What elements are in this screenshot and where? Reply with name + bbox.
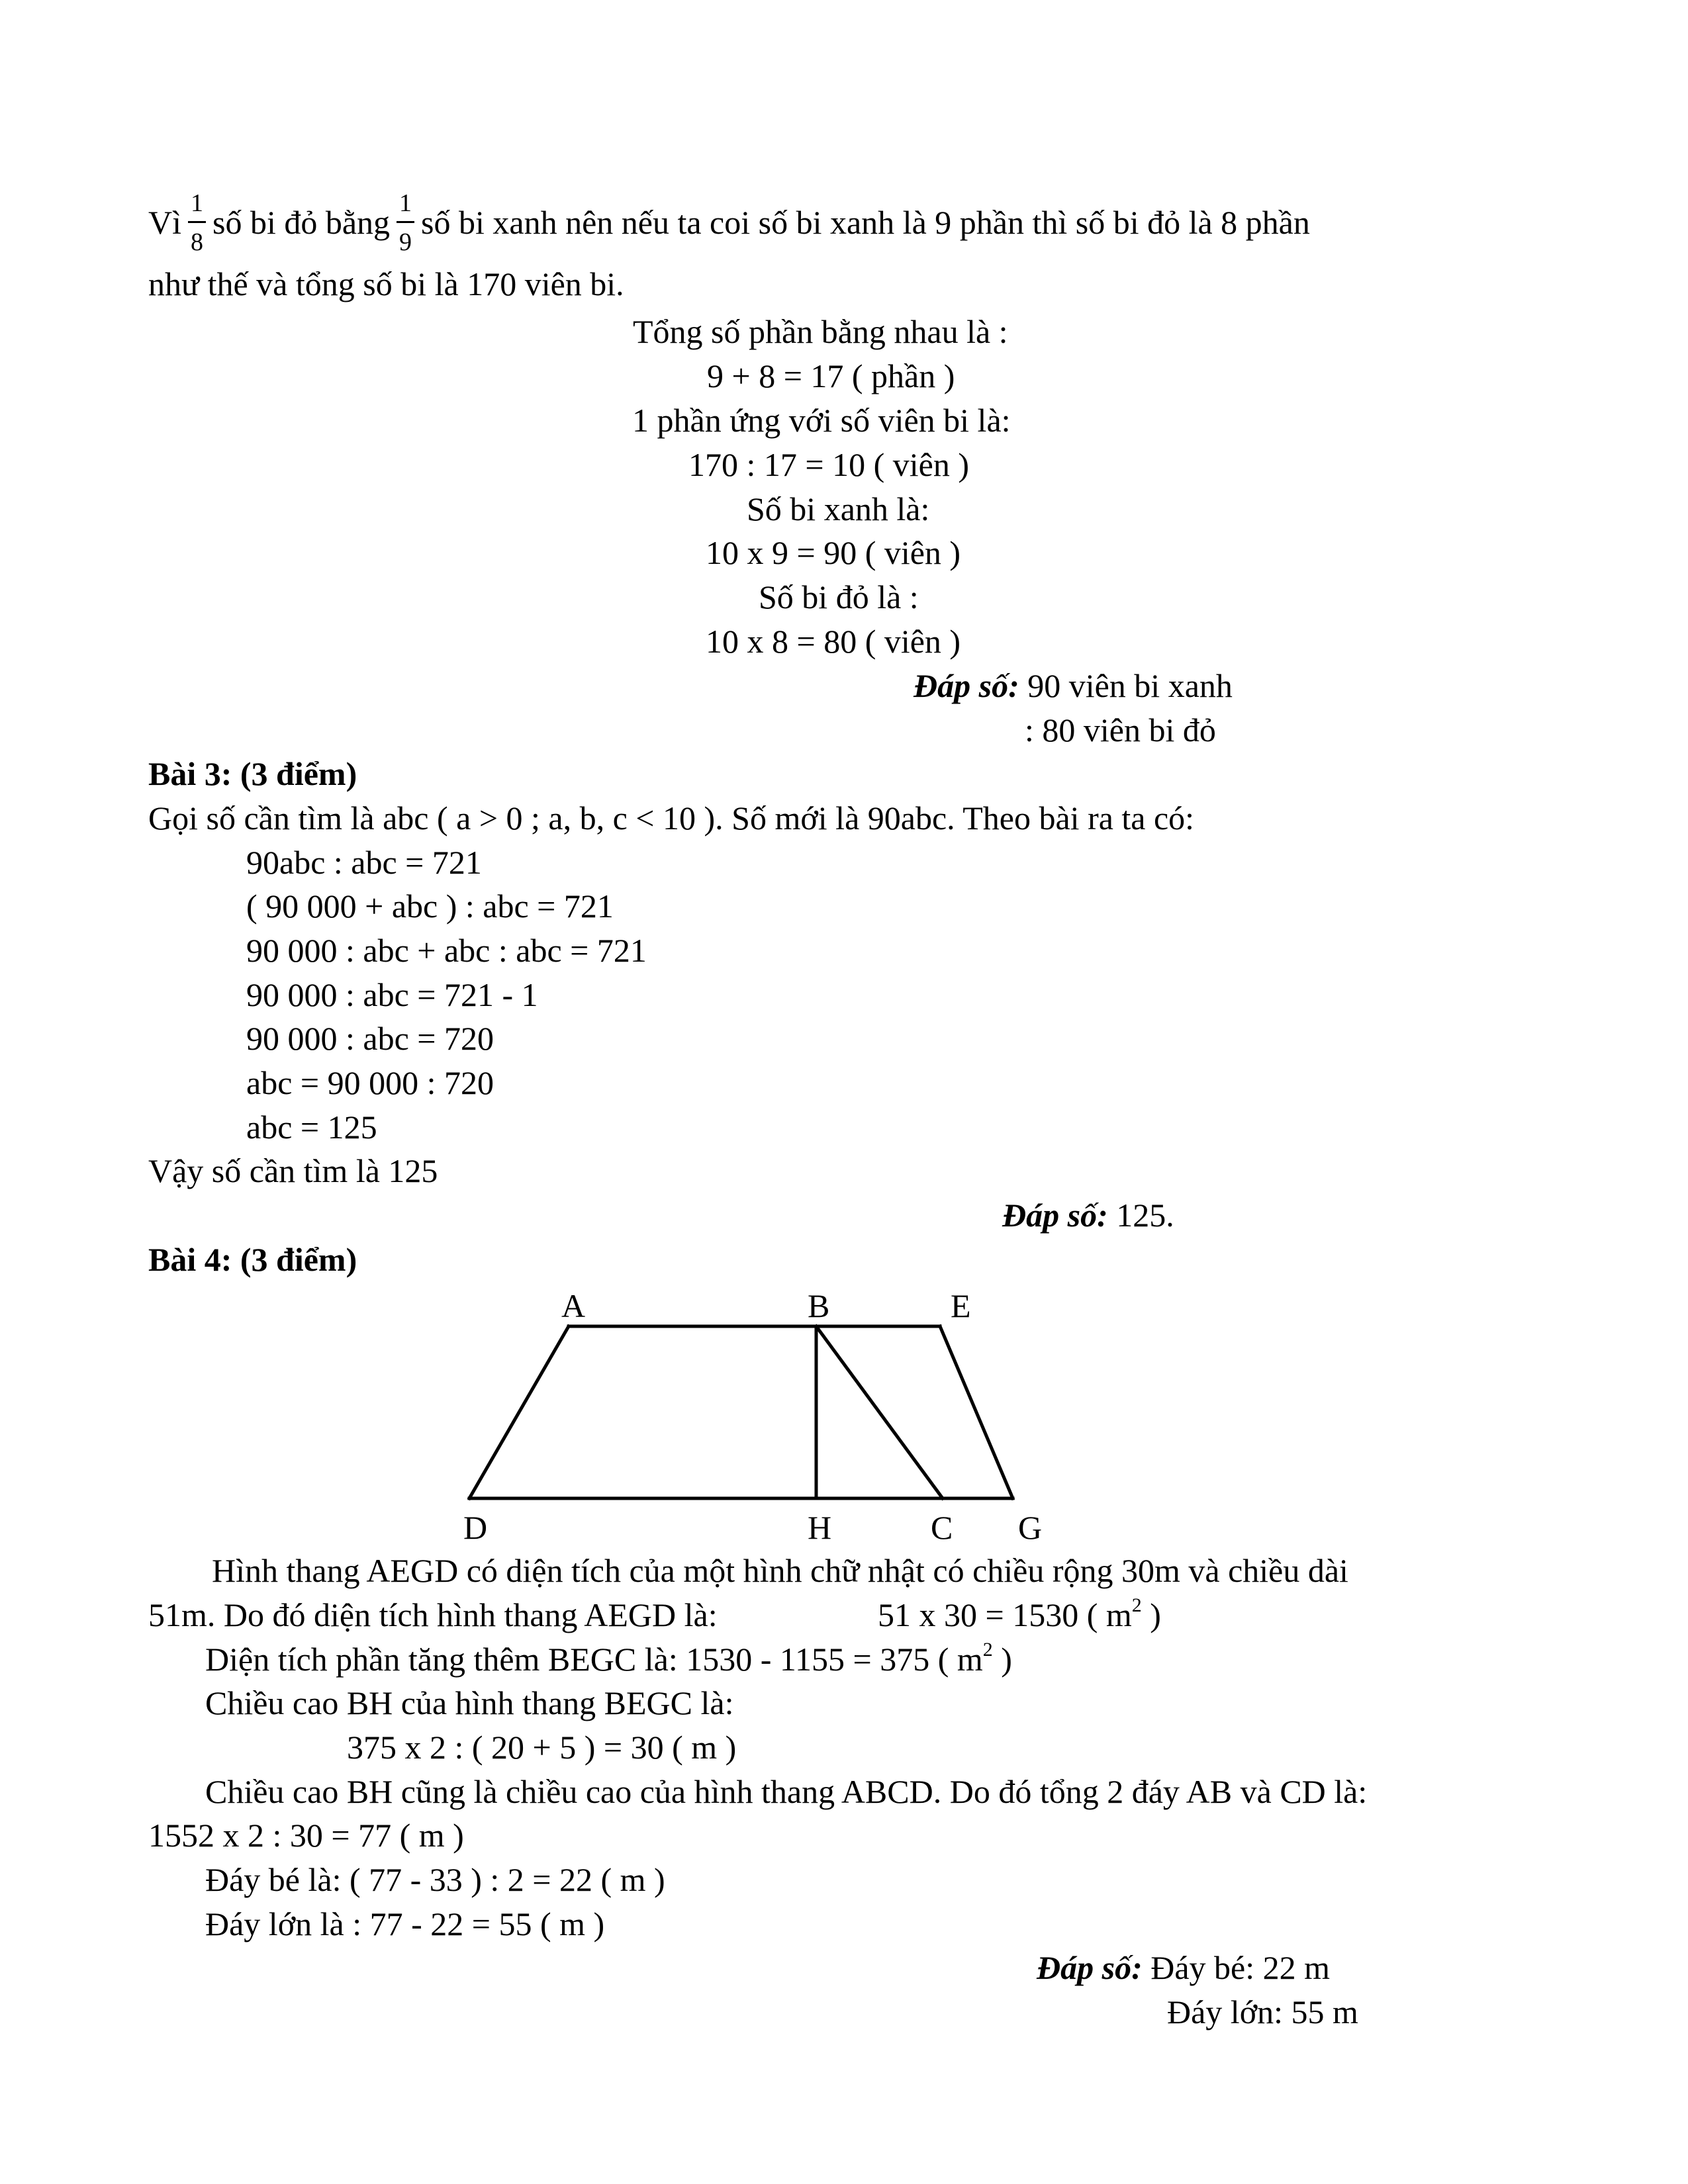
fraction-one-ninth <box>397 191 414 256</box>
answer-value: 90 viên bi xanh <box>1019 667 1233 704</box>
segment-BC <box>816 1326 943 1498</box>
label-D: D <box>463 1509 488 1546</box>
bai4-answer-2: Đáy lớn: 55 m <box>1167 1993 1358 2030</box>
bai2-step-8: 10 x 8 = 80 ( viên ) <box>706 623 961 660</box>
intro-text-c: số bi xanh nên nếu ta coi số bi xanh là 9 phần thì số bi đỏ là 8 phần <box>421 203 1310 241</box>
bai4-p1-formula <box>878 1594 1161 1633</box>
answer-label: Đáp số: <box>1037 1949 1143 1986</box>
bai4-p6: Đáy bé là: ( 77 - 33 ) : 2 = 22 ( m ) <box>205 1861 665 1898</box>
bai3-step-4: 90 000 : abc = 721 - 1 <box>246 976 538 1013</box>
bai2-step-1: Tổng số phần bằng nhau là : <box>633 313 1008 350</box>
bai4-p4: 375 x 2 : ( 20 + 5 ) = 30 ( m ) <box>347 1729 737 1766</box>
bai3-step-6: abc = 90 000 : 720 <box>246 1064 494 1101</box>
text-part: ) <box>1141 1596 1161 1633</box>
bai2-step-6: 10 x 9 = 90 ( viên ) <box>706 534 961 571</box>
intro-text-b: số bi đỏ bằng <box>212 203 391 241</box>
intro-line-1 <box>148 189 1310 259</box>
bai2-answer-1 <box>914 669 1233 702</box>
text-part: 51 x 30 = 1530 ( m <box>878 1596 1132 1633</box>
bai3-step-2: ( 90 000 + abc ) : abc = 721 <box>246 887 614 925</box>
bai2-step-3: 1 phần ứng với số viên bi là: <box>632 402 1011 439</box>
bai2-step-5: Số bi xanh là: <box>747 490 930 527</box>
bai4-p5-line1: Chiều cao BH cũng là chiều cao của hình thang ABCD. Do đó tổng 2 đáy AB và CD là: <box>205 1773 1368 1810</box>
label-H: H <box>808 1509 832 1546</box>
label-C: C <box>931 1509 953 1546</box>
answer-value: Đáy bé: 22 m <box>1142 1949 1330 1986</box>
segment-EG <box>940 1326 1013 1498</box>
label-A: A <box>561 1287 586 1324</box>
text-part: Diện tích phần tăng thêm BEGC là: 1530 - 1155 = 375 ( m <box>205 1641 983 1678</box>
fraction-numerator: 1 <box>397 191 414 223</box>
intro-text-a: Vì <box>148 203 181 241</box>
bai4-p1-line2 <box>148 1598 718 1631</box>
bai4-p7: Đáy lớn là : 77 - 22 = 55 ( m ) <box>205 1905 605 1942</box>
bai3-step-7: abc = 125 <box>246 1109 377 1146</box>
bai3-step-1: 90abc : abc = 721 <box>246 844 482 881</box>
superscript: 2 <box>1131 1594 1142 1616</box>
label-E: E <box>951 1287 971 1324</box>
fraction-denominator: 9 <box>399 228 412 256</box>
bai2-step-4: 170 : 17 = 10 ( viên ) <box>688 446 969 483</box>
bai4-p1-line1: Hình thang AEGD có diện tích của một hình chữ nhật có chiều rộng 30m và chiều dài <box>212 1552 1348 1589</box>
bai4-answer-1 <box>1037 1951 1330 1984</box>
bai4-heading: Bài 4: (3 điểm) <box>148 1241 357 1278</box>
bai2-answer-2: : 80 viên bi đỏ <box>1025 711 1216 749</box>
bai3-step-3: 90 000 : abc + abc : abc = 721 <box>246 932 647 969</box>
bai4-p5-line2: 1552 x 2 : 30 = 77 ( m ) <box>148 1817 464 1854</box>
label-B: B <box>808 1287 830 1324</box>
superscript: 2 <box>982 1639 993 1661</box>
text-part: ) <box>992 1641 1012 1678</box>
answer-value: 125. <box>1107 1197 1174 1234</box>
bai3-conclusion: Vậy số cần tìm là 125 <box>148 1152 438 1189</box>
answer-label: Đáp số: <box>1002 1197 1108 1234</box>
bai2-step-2: 9 + 8 = 17 ( phần ) <box>707 357 955 394</box>
fraction-numerator: 1 <box>188 191 206 223</box>
intro-line-2: như thế và tổng số bi là 170 viên bi. <box>148 265 624 302</box>
text-part: 51m. Do đó diện tích hình thang AEGD là: <box>148 1596 718 1633</box>
fraction-denominator: 8 <box>191 228 203 256</box>
label-G: G <box>1018 1509 1043 1546</box>
bai3-heading: Bài 3: (3 điểm) <box>148 755 357 792</box>
fraction-one-eighth <box>188 191 206 256</box>
bai3-step-5: 90 000 : abc = 720 <box>246 1020 494 1057</box>
bai3-answer <box>1002 1199 1174 1232</box>
answer-label: Đáp số: <box>914 667 1019 704</box>
bai3-intro: Gọi số cần tìm là abc ( a > 0 ; a, b, c < 10 ). Số mới là 90abc. Theo bài ra ta có: <box>148 799 1195 837</box>
bai2-step-7: Số bi đỏ là : <box>759 578 919 615</box>
segment-AD <box>469 1326 569 1498</box>
bai4-p2 <box>205 1639 1012 1678</box>
bai4-p3: Chiều cao BH của hình thang BEGC là: <box>205 1684 734 1721</box>
